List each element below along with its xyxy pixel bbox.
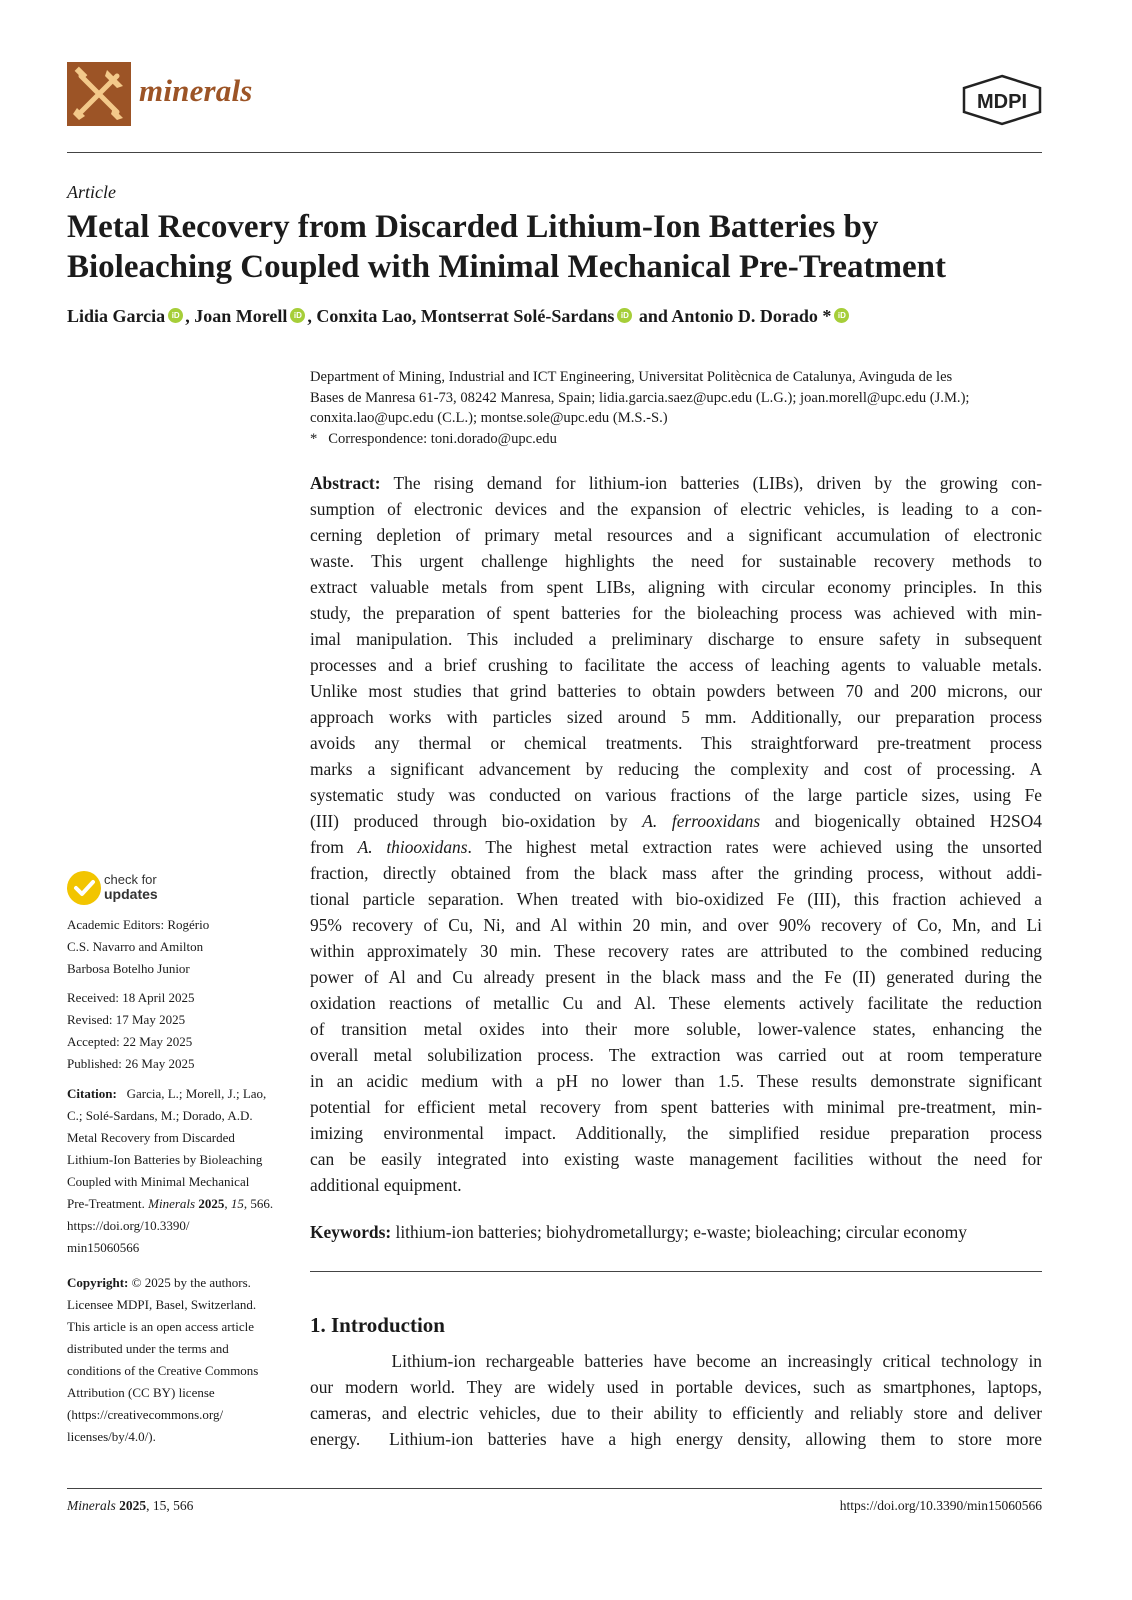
sidebar-line: Barbosa Botelho Junior [67,961,190,976]
article-title [67,207,1057,287]
abstract-line: potential for efficient metal recovery from spent batteries with minimal pre-treatment, min- [310,1097,1042,1117]
author-separator: , [307,306,317,326]
footer-journal: Minerals [67,1498,116,1513]
section-divider [310,1271,1042,1272]
keywords-label: Keywords: [310,1222,392,1242]
abstract-line: within approximately 30 min. These recovery rates are attributed to the combined reducing [310,941,1042,961]
orcid-icon[interactable]: iD [834,308,849,323]
abstract-line: study, the preparation of spent batteries for the bioleaching process was achieved with min- [310,603,1042,623]
abstract-line: can be easily integrated into existing waste management facilities without the need for [310,1149,1042,1169]
article-type: Article [67,182,116,202]
abstract-line: sumption of electronic devices and the expansion of electric vehicles, is leading to a con- [310,499,1042,519]
abstract-line: from A. thiooxidans. The highest metal extraction rates were achieved using the unsorted [310,837,1042,857]
section-heading: 1. Introduction [310,1313,445,1337]
abstract-line: cerning depletion of primary metal resources and a significant accumulation of electronic [310,525,1042,545]
abstract-line: waste. This urgent challenge highlights the need for sustainable recovery methods to [310,551,1042,571]
emphasis-text: A. thiooxidans [357,837,468,857]
sidebar-line: Academic Editors: Rogério [67,917,210,932]
abstract-line: oxidation reactions of metallic Cu and Al. These elements actively facilitate the reduction [310,993,1042,1013]
emphasis-text: 15 [230,1196,244,1211]
intro-line: Lithium-ion rechargeable batteries have become an increasingly critical technology in [310,1351,1042,1371]
abstract-line: marks a significant advancement by reducing the complexity and cost of processing. A [310,759,1042,779]
orcid-icon[interactable]: iD [617,308,632,323]
academic-editors [67,914,287,980]
citation-line: Pre-Treatment. Minerals 2025, 15, 566. [67,1196,274,1211]
abstract-line: overall metal solubilization process. The extraction was carried out at room temperature [310,1045,1042,1065]
intro-line: our modern world. They are widely used in portable devices, such as smartphones, laptops, [310,1377,1042,1397]
footer-year: 2025 [119,1498,147,1513]
copyright-label: Copyright: [67,1275,129,1290]
copyright-line[interactable]: (https://creativecommons.org/ [67,1407,224,1422]
citation-line[interactable]: https://doi.org/10.3390/ [67,1218,190,1233]
citation-label: Citation: [67,1086,117,1101]
abstract-line: 95% recovery of Cu, Ni, and Al within 20 min, and over 90% recovery of Co, Mn, and Li [310,915,1042,935]
citation-line: Citation: Garcia, L.; Morell, J.; Lao, [67,1086,267,1101]
copyright-block [67,1272,287,1448]
copyright-line: Licensee MDPI, Basel, Switzerland. [67,1297,257,1312]
check-updates-icon[interactable] [67,871,101,905]
keywords-text: lithium-ion batteries; biohydrometallurgy; e-waste; bioleaching; circular economy [391,1222,967,1242]
correspondence: * Correspondence: toni.dorado@upc.edu [310,431,557,447]
abstract-line: processes and a brief crushing to facilitate the access of leaching agents to valuable metals. [310,655,1042,675]
intro-paragraph [310,1348,1042,1452]
footer-volume: , 15, 566 [146,1498,194,1513]
abstract-line: (III) produced through bio-oxidation by A. ferrooxidans and biogenically obtained H2SO4 [310,811,1042,831]
orcid-icon[interactable]: iD [290,308,305,323]
orcid-icon[interactable]: iD [168,308,183,323]
abstract-line: fraction, directly obtained from the black mass after the grinding process, without addi- [310,863,1042,883]
citation-line: Lithium-Ion Batteries by Bioleaching [67,1152,263,1167]
abstract-line: systematic study was conducted on various fractions of the large particle sizes, using Fe [310,785,1042,805]
citation-line: Metal Recovery from Discarded [67,1130,235,1145]
footer-divider [67,1488,1042,1489]
keywords [310,1219,1050,1245]
publication-dates [67,987,287,1075]
abstract-line: power of Al and Cu already present in the black mass and the Fe (II) generated during the [310,967,1042,987]
copyright-line: This article is an open access article [67,1319,254,1334]
journal-logo-icon [67,62,131,126]
abstract [310,470,1042,1198]
copyright-line: Attribution (CC BY) license [67,1385,215,1400]
date-revised: Revised: 17 May 2025 [67,1012,186,1027]
affiliation [310,367,1040,429]
footer-journal-ref [67,1498,193,1514]
mdpi-logo-icon [960,74,1044,126]
affiliation-line: Bases de Manresa 61-73, 08242 Manresa, Spain; lidia.garcia.saez@upc.edu (L.G.); joan.morell@upc.edu (J.M.); [310,389,970,406]
abstract-line: of transition metal oxides into their more soluble, lower-valence states, enhancing the [310,1019,1042,1039]
citation-line[interactable]: min15060566 [67,1240,140,1255]
abstract-line: in an acidic medium with a pH no lower than 1.5. These results demonstrate significant [310,1071,1042,1091]
emphasis-text: Minerals [148,1196,196,1211]
citation-line: C.; Solé-Sardans, M.; Dorado, A.D. [67,1108,253,1123]
abstract-label: Abstract: [310,473,381,493]
emphasis-text: A. ferrooxidans [642,811,761,831]
abstract-line: avoids any thermal or chemical treatments. This straightforward pre-treatment process [310,733,1042,753]
intro-line: cameras, and electric vehicles, due to their ability to efficiently and reliably store and deliver [310,1403,1042,1423]
copyright-line: conditions of the Creative Commons [67,1363,259,1378]
author-name[interactable]: Antonio D. Dorado * [671,306,832,326]
author-separator: and [634,306,672,326]
check-updates-line: updates [104,886,158,902]
sidebar-line: C.S. Navarro and Amilton [67,939,204,954]
copyright-line: distributed under the terms and [67,1341,229,1356]
affiliation-line: conxita.lao@upc.edu (C.L.); montse.sole@upc.edu (M.S.-S.) [310,410,668,426]
copyright-line: Copyright: © 2025 by the authors. [67,1275,251,1290]
abstract-line: approach works with particles sized around 5 mm. Additionally, our preparation process [310,707,1042,727]
author-name[interactable]: Lidia Garcia [67,306,166,326]
citation-block [67,1083,287,1259]
check-updates-line: check for [104,872,157,887]
abstract-line: imal manipulation. This included a preliminary discharge to ensure safety in subsequent [310,629,1042,649]
author-separator: , [185,306,195,326]
journal-name: minerals [139,73,253,108]
copyright-line[interactable]: licenses/by/4.0/). [67,1429,156,1444]
footer-doi-link[interactable]: https://doi.org/10.3390/min15060566 [839,1498,1042,1513]
abstract-line: tional particle separation. When treated with bio-oxidized Fe (III), this fraction achieved a [310,889,1042,909]
intro-line: energy. Lithium-ion batteries have a high energy density, allowing them to store more [310,1429,1042,1449]
emphasis-text: 2025 [198,1196,225,1211]
affiliation-line: Department of Mining, Industrial and ICT Engineering, Universitat Politècnica de Catalunya, Avinguda de les [310,369,953,385]
author-name[interactable]: Montserrat Solé-Sardans [420,306,615,326]
header-divider [67,152,1042,153]
title-line: Metal Recovery from Discarded Lithium-Ion Batteries by [67,209,879,245]
check-updates-link[interactable] [104,872,158,902]
author-list [67,306,1067,327]
abstract-line: Unlike most studies that grind batteries to obtain powders between 70 and 200 microns, our [310,681,1042,701]
date-received: Received: 18 April 2025 [67,990,195,1005]
author-name[interactable]: Joan Morell [194,306,288,326]
abstract-line: imizing environmental impact. Additionally, the simplified residue preparation process [310,1123,1042,1143]
abstract-line: Abstract: The rising demand for lithium-ion batteries (LIBs), driven by the growing con- [310,473,1042,493]
date-published: Published: 26 May 2025 [67,1056,195,1071]
abstract-line: extract valuable metals from spent LIBs, aligning with circular economy principles. In this [310,577,1042,597]
abstract-line: additional equipment. [310,1175,462,1195]
author-name[interactable]: Conxita Lao [316,306,412,326]
citation-line: Coupled with Minimal Mechanical [67,1174,250,1189]
date-accepted: Accepted: 22 May 2025 [67,1034,193,1049]
author-separator: , [411,306,421,326]
publisher-name: MDPI [977,91,1027,113]
title-line: Bioleaching Coupled with Minimal Mechanical Pre-Treatment [67,249,947,285]
